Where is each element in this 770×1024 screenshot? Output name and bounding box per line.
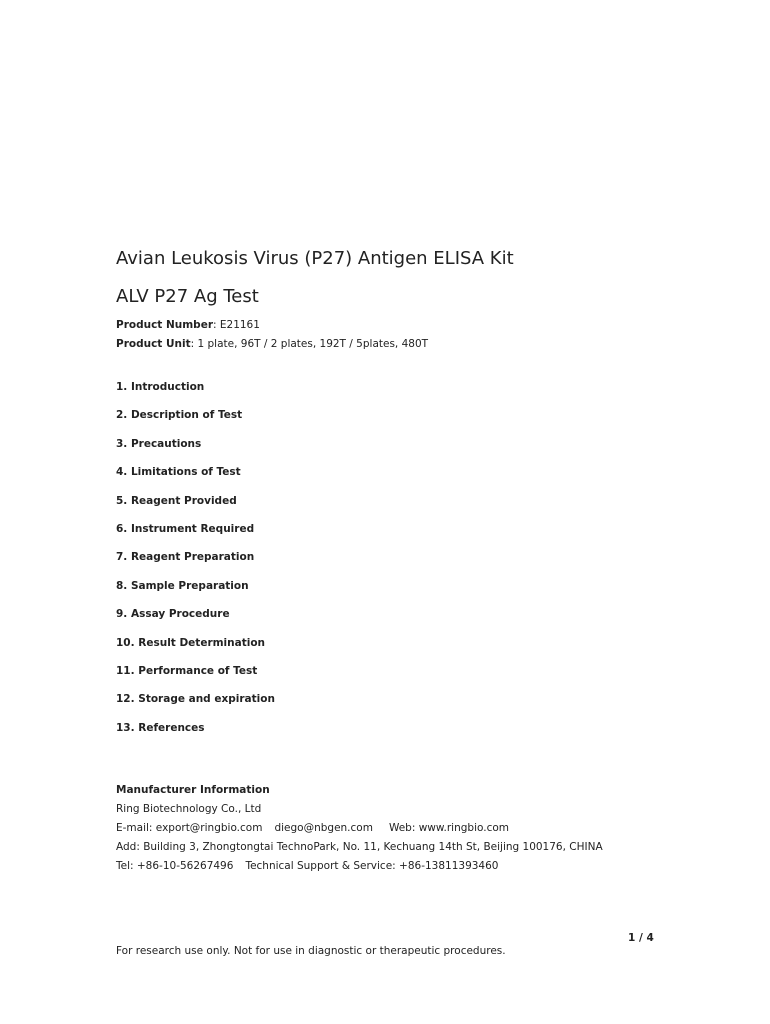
toc-item-introduction: 1. Introduction — [116, 381, 205, 393]
telephone: Tel: +86-10-56267496 — [116, 860, 234, 872]
toc-item-references: 13. References — [116, 721, 205, 734]
manufacturer-info — [116, 783, 603, 878]
product-number-label: Product Number — [116, 319, 213, 331]
document-subtitle: ALV P27 Ag Test — [116, 286, 259, 307]
footer-disclaimer: For research use only. Not for use in diagnostic or therapeutic procedures. — [116, 945, 506, 957]
product-number — [116, 319, 260, 331]
product-number-value: : E21161 — [213, 319, 260, 331]
address: Add: Building 3, Zhongtongtai TechnoPark, No. 11, Kechuang 14th St, Beijing 100176, CHINA — [116, 841, 603, 853]
manufacturer-heading: Manufacturer Information — [116, 784, 270, 796]
toc-item-storage: 12. Storage and expiration — [116, 693, 275, 706]
website: Web: www.ringbio.com — [388, 822, 509, 834]
document-title: Avian Leukosis Virus (P27) Antigen ELISA Kit — [116, 248, 514, 269]
toc-item-reagent-provided: 5. Reagent Provided — [116, 494, 237, 507]
toc-item-limitations: 4. Limitations of Test — [116, 466, 241, 479]
product-unit-value: : 1 plate, 96T / 2 plates, 192T / 5plates, 480T — [190, 338, 429, 350]
product-unit-label: Product Unit — [116, 338, 191, 350]
email-secondary: diego@nbgen.com — [274, 822, 373, 834]
toc-item-instrument: 6. Instrument Required — [116, 522, 255, 535]
product-unit — [116, 338, 428, 350]
toc-item-result: 10. Result Determination — [116, 636, 266, 649]
toc-item-performance: 11. Performance of Test — [116, 664, 258, 677]
table-of-contents — [116, 380, 275, 749]
toc-item-sample-preparation: 8. Sample Preparation — [116, 579, 249, 592]
contact-line — [116, 821, 603, 840]
toc-item-reagent-preparation: 7. Reagent Preparation — [116, 551, 255, 564]
email-primary: E-mail: export@ringbio.com — [116, 822, 263, 834]
toc-item-description: 2. Description of Test — [116, 409, 243, 422]
page-number: 1 / 4 — [628, 932, 654, 944]
toc-item-precautions: 3. Precautions — [116, 437, 202, 450]
company-name: Ring Biotechnology Co., Ltd — [116, 803, 262, 815]
toc-item-assay-procedure: 9. Assay Procedure — [116, 608, 230, 621]
support-phone: Technical Support & Service: +86-13811393460 — [245, 860, 499, 872]
phone-line — [116, 859, 603, 878]
